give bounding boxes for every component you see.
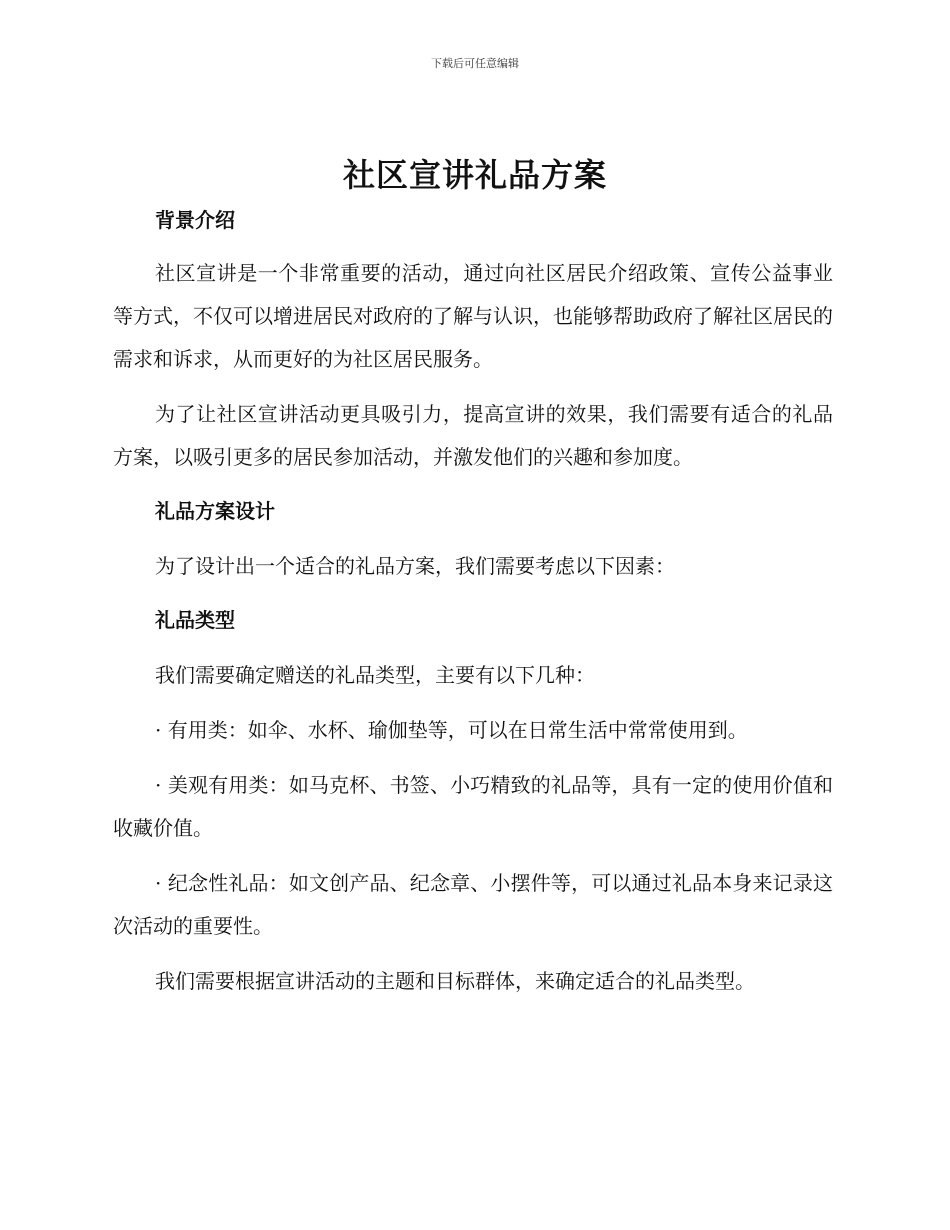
document-body bbox=[113, 200, 833, 1003]
paragraph-background-2: 为了让社区宣讲活动更具吸引力，提高宣讲的效果，我们需要有适合的礼品方案，以吸引更多的居民参加活动，并激发他们的兴趣和参加度。 bbox=[113, 402, 833, 469]
list-item-aesthetic-useful: · 美观有用类：如马克杯、书签、小巧精致的礼品等，具有一定的使用价值和收藏价值。 bbox=[113, 773, 833, 840]
section-heading-design: 礼品方案设计 bbox=[155, 499, 275, 523]
page-header-note: 下载后可任意编辑 bbox=[431, 57, 519, 70]
paragraph-background-1: 社区宣讲是一个非常重要的活动，通过向社区居民介绍政策、宣传公益事业等方式，不仅可以增进居民对政府的了解与认识，也能够帮助政府了解社区居民的需求和诉求，从而更好的为社区居民服务。 bbox=[113, 261, 833, 371]
section-heading-gift-type: 礼品类型 bbox=[155, 608, 235, 632]
paragraph-gift-type-intro: 我们需要确定赠送的礼品类型，主要有以下几种： bbox=[155, 663, 595, 687]
paragraph-gift-type-conclusion: 我们需要根据宣讲活动的主题和目标群体，来确定适合的礼品类型。 bbox=[155, 969, 755, 993]
section-heading-background: 背景介绍 bbox=[155, 208, 235, 232]
list-item-useful: · 有用类：如伞、水杯、瑜伽垫等，可以在日常生活中常常使用到。 bbox=[155, 718, 748, 742]
paragraph-design-1: 为了设计出一个适合的礼品方案，我们需要考虑以下因素： bbox=[155, 554, 675, 578]
document-title: 社区宣讲礼品方案 bbox=[342, 156, 607, 194]
list-item-commemorative: · 纪念性礼品：如文创产品、纪念章、小摆件等，可以通过礼品本身来记录这次活动的重要性。 bbox=[113, 871, 833, 938]
